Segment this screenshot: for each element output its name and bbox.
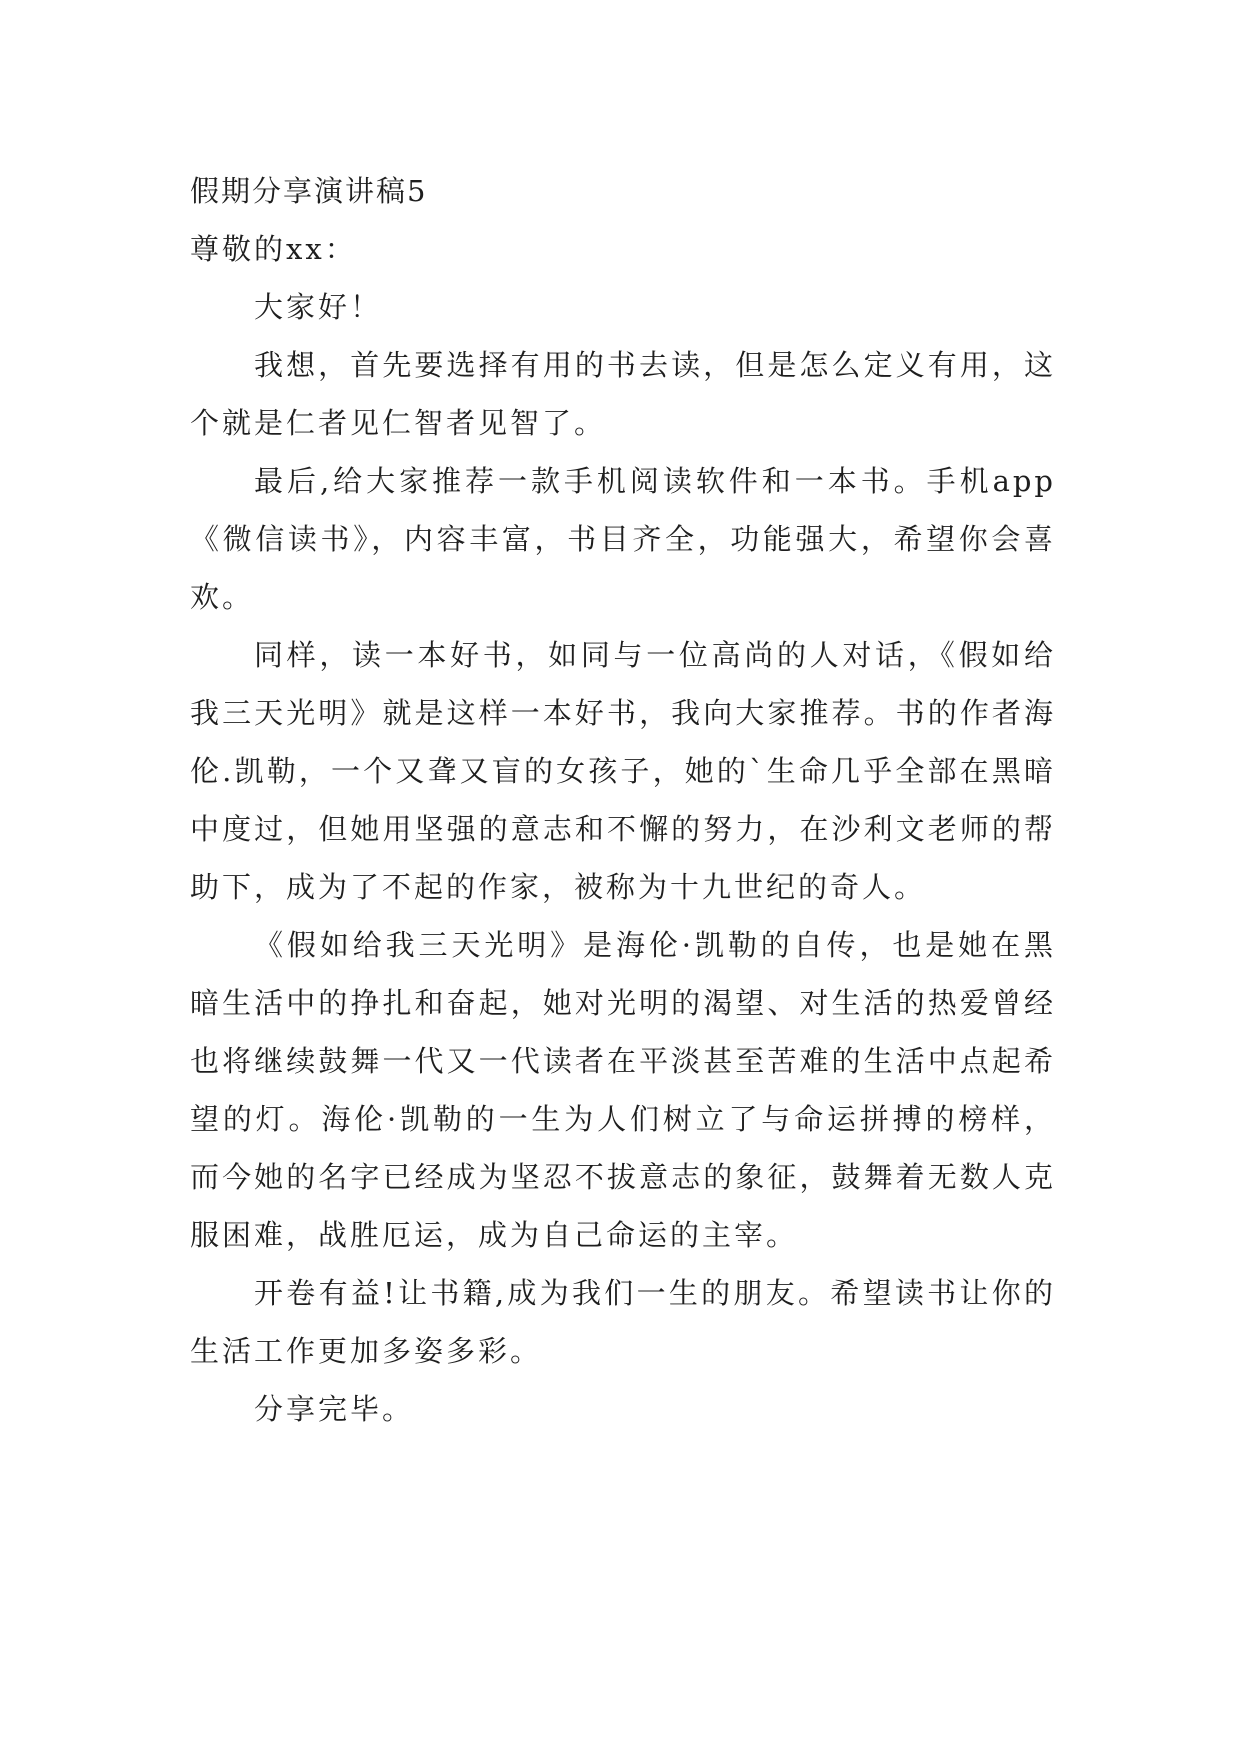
- document-title: 假期分享演讲稿5: [190, 174, 428, 208]
- paragraph-recommendation: 最后,给大家推荐一款手机阅读软件和一本书。手机app《微信读书》，内容丰富，书目齐全，功能强大，希望你会喜欢。: [190, 464, 1056, 614]
- paragraph-closing: 分享完毕。: [254, 1392, 415, 1426]
- paragraph-good-book: 同样，读一本好书，如同与一位高尚的人对话，《假如给我三天光明》就是这样一本好书，我向大家推荐。书的作者海伦.凯勒，一个又聋又盲的女孩子，她的`生命几乎全部在黑暗中度过，但她用坚强的意志和不懈的努力，在沙利文老师的帮助下，成为了不起的作家，被称为十九世纪的奇人。: [190, 638, 1056, 904]
- paragraph-greeting: 大家好！: [254, 290, 383, 324]
- document-body: [190, 162, 1056, 1438]
- salutation: 尊敬的xx：: [190, 232, 357, 266]
- paragraph-choose-books: 我想，首先要选择有用的书去读，但是怎么定义有用，这个就是仁者见仁智者见智了。: [190, 348, 1056, 440]
- paragraph-autobiography: 《假如给我三天光明》是海伦·凯勒的自传，也是她在黑暗生活中的挣扎和奋起，她对光明的渴望、对生活的热爱曾经也将继续鼓舞一代又一代读者在平淡甚至苦难的生活中点起希望的灯。海伦·凯勒的一生为人们树立了与命运拼搏的榜样，而今她的名字已经成为坚忍不拔意志的象征，鼓舞着无数人克服困难，战胜厄运，成为自己命运的主宰。: [190, 928, 1056, 1252]
- paragraph-reading-benefit: 开卷有益!让书籍,成为我们一生的朋友。希望读书让你的生活工作更加多姿多彩。: [190, 1276, 1056, 1368]
